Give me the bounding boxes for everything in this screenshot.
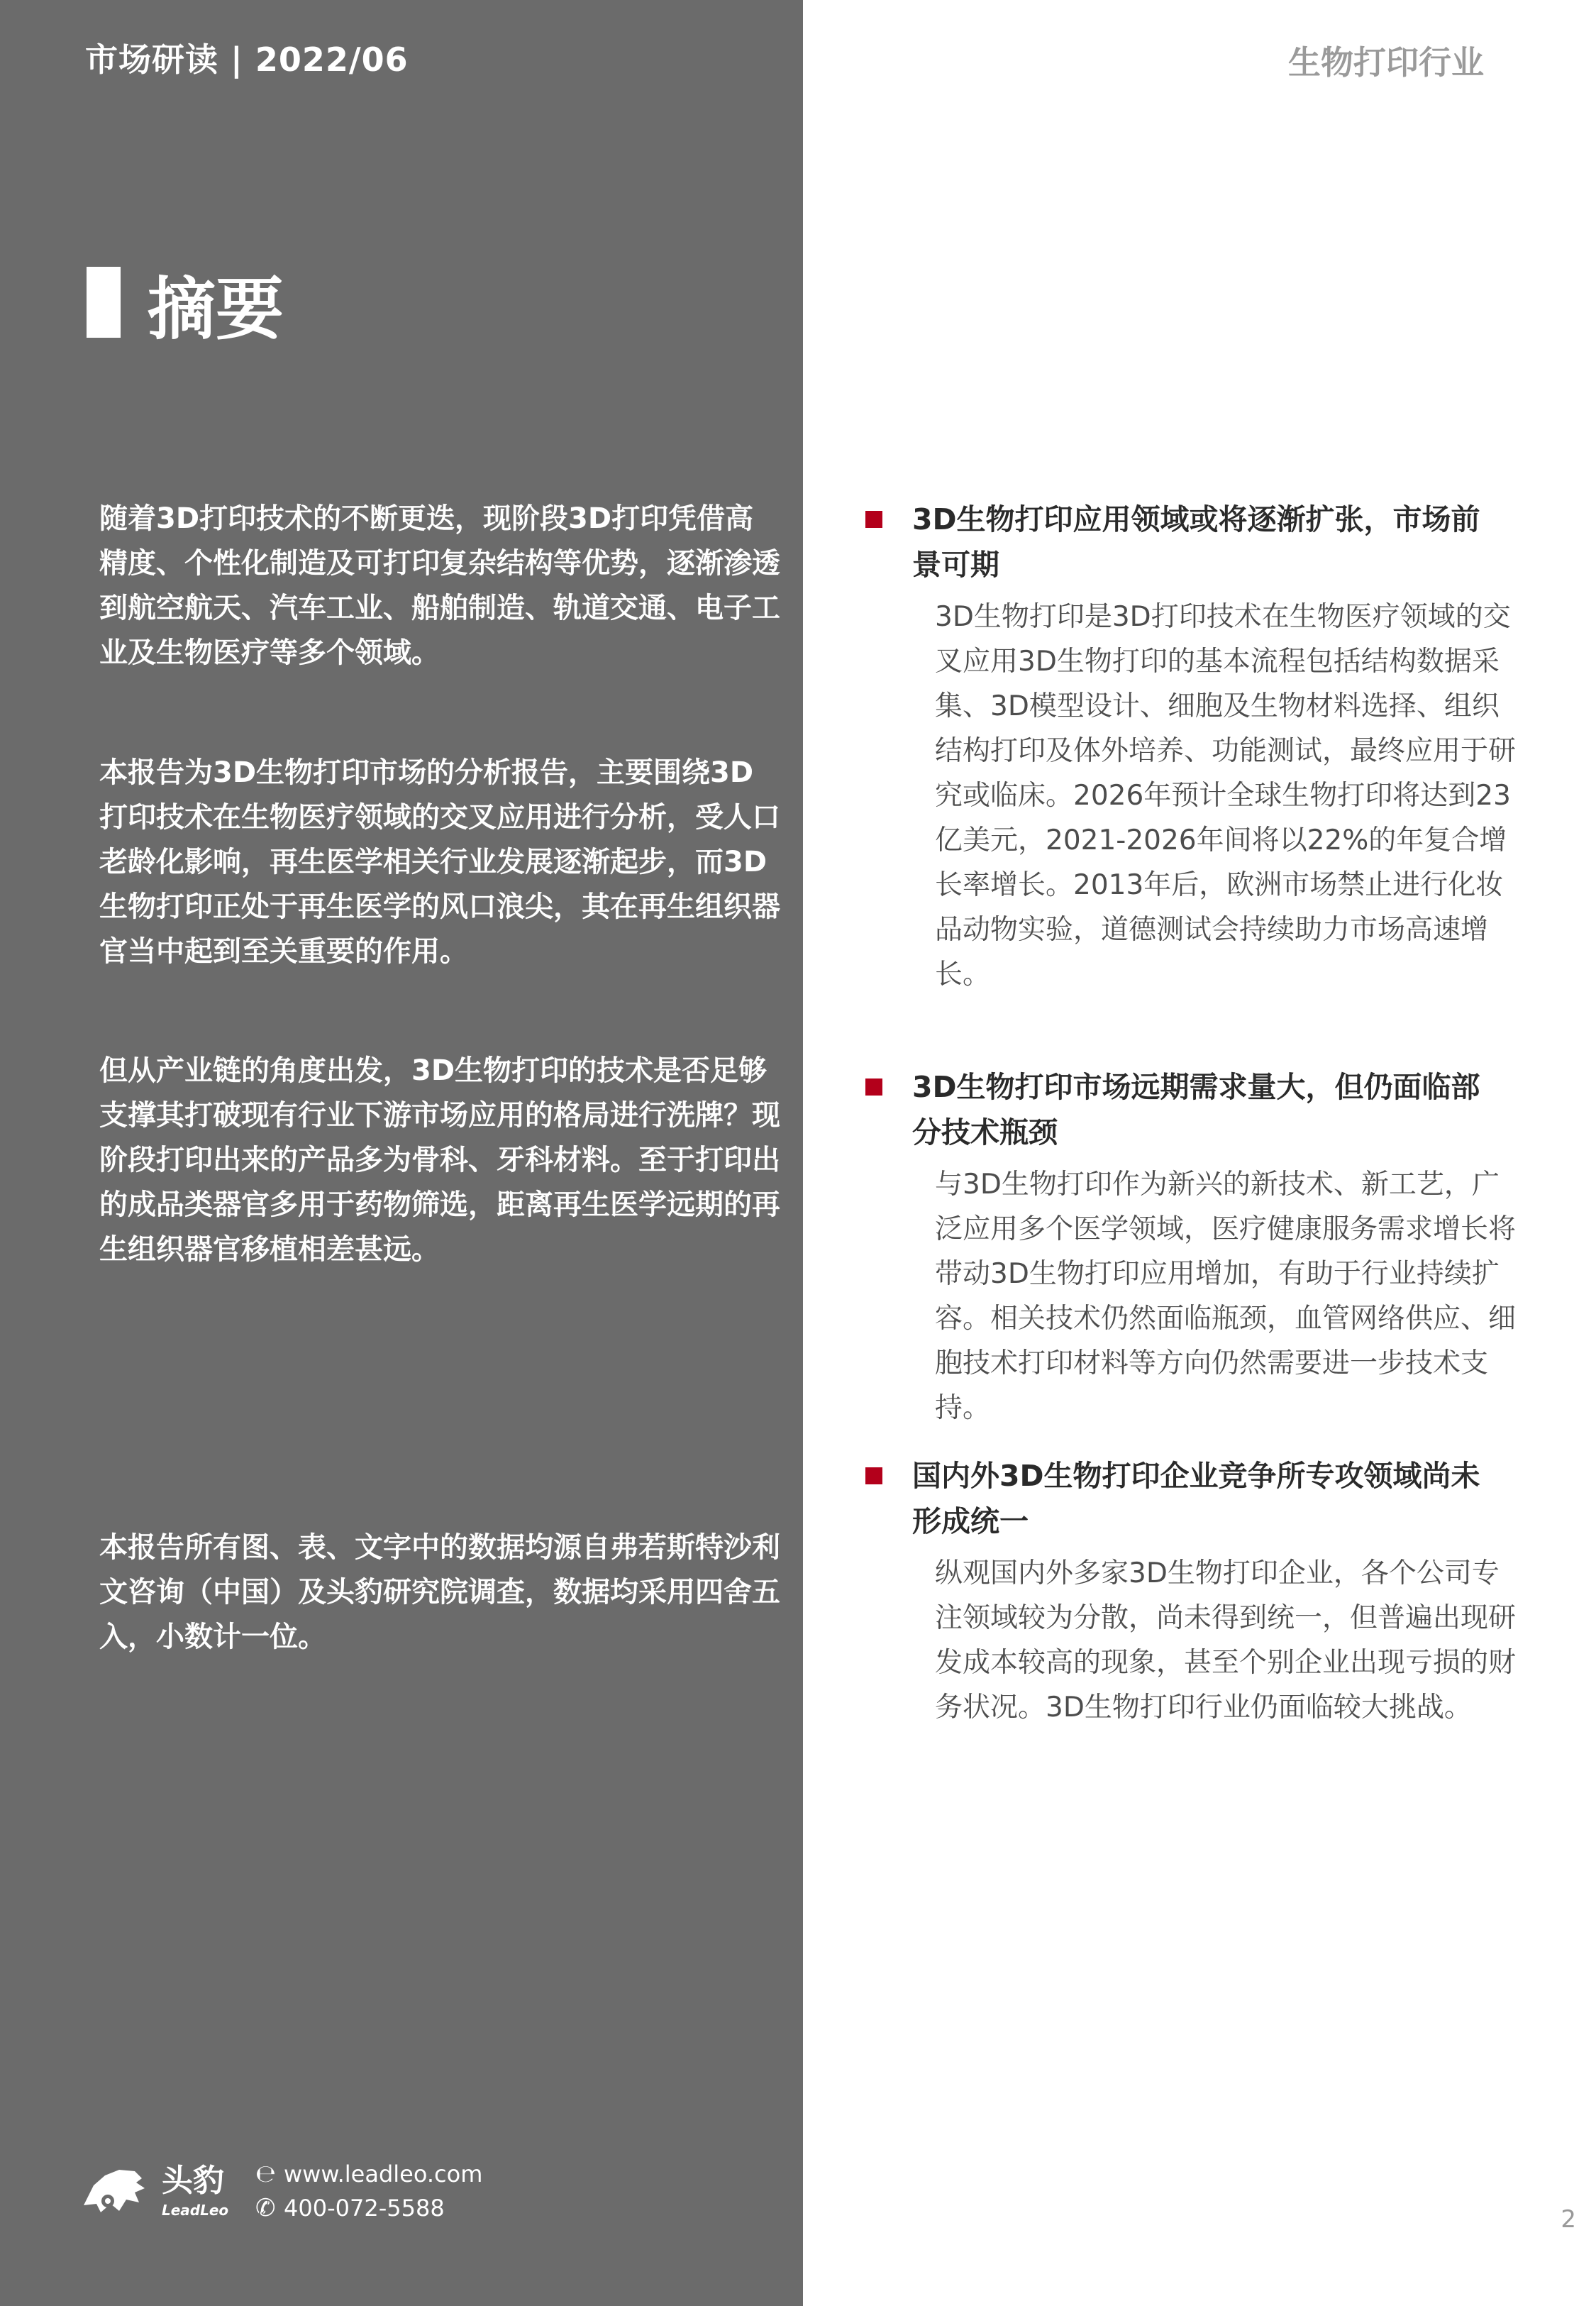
section-heading [865,1064,1504,1155]
page-number: 2 [1561,2205,1576,2234]
bullet-square-icon [865,511,882,528]
section-body: 3D生物打印是3D打印技术在生物医疗领域的交叉应用3D生物打印的基本流程包括结构数据采集、3D模型设计、细胞及生物材料选择、组织结构打印及体外培养、功能测试，最终应用于研究或临床。2026年预计全球生物打印将达到23亿美元，2021-2026年间将以22%的年复合增长率增长。2013年后，欧洲市场禁止进行化妆品动物实验，道德测试会持续助力市场高速增长。 [935,601,1517,991]
section-heading-text: 国内外3D生物打印企业竞争所专攻领域尚未形成统一 [912,1459,1480,1538]
e-browser-icon: ℮ [255,2160,277,2188]
title-marker [87,267,121,338]
industry-label: 生物打印行业 [1288,43,1484,82]
svg-text:头豹: 头豹 [162,2163,224,2199]
section-3 [865,1453,1517,1730]
summary-paragraph-3: 但从产业链的角度出发，3D生物打印的技术是否足够支撑其打破现有行业下游市场应用的格局进行洗牌？现阶段打印出来的产品多为骨科、牙科材料。至于打印出的成品类器官多用于药物筛选，距离再生医学远期的再生组织器官移植相差甚远。 [99,1054,780,1266]
bullet-square-icon [865,1078,882,1096]
bullet-square-icon [865,1467,882,1484]
summary-paragraph-1: 随着3D打印技术的不断更迭，现阶段3D打印凭借高精度、个性化制造及可打印复杂结构等优势，逐渐渗透到航空航天、汽车工业、船舶制造、轨道交通、电子工业及生物医疗等多个领域。 [99,502,780,669]
section-body: 纵观国内外多家3D生物打印企业，各个公司专注领域较为分散，尚未得到统一，但普遍出现研发成本较高的现象，甚至个别企业出现亏损的财务状况。3D生物打印行业仍面临较大挑战。 [935,1557,1517,1723]
website-link[interactable]: www.leadleo.com [284,2161,483,2188]
section-body: 与3D生物打印作为新兴的新技术、新工艺，广泛应用多个医学领域，医疗健康服务需求增长将带动3D生物打印应用增加，有助于行业持续扩容。相关技术仍然面临瓶颈，血管网络供应、细胞技术打印材料等方向仍然需要进一步技术支持。 [935,1169,1517,1424]
report-type-date: 市场研读 | 2022/06 [85,40,409,79]
section-2 [865,1064,1517,1430]
svg-text:LeadLeo: LeadLeo [162,2202,229,2219]
section-1 [865,497,1517,997]
page-title: 摘要 [148,270,284,349]
section-heading [865,1453,1504,1544]
phone-icon: ✆ [255,2194,276,2222]
leadleo-logo [79,2154,243,2228]
section-heading-text: 3D生物打印市场远期需求量大，但仍面临部分技术瓶颈 [912,1070,1480,1149]
summary-paragraph-2: 本报告为3D生物打印市场的分析报告，主要围绕3D打印技术在生物医疗领域的交叉应用进行分析，受人口老龄化影响，再生医学相关行业发展逐渐起步，而3D生物打印正处于再生医学的风口浪尖，其在再生组织器官当中起到至关重要的作用。 [99,756,780,968]
section-heading-text: 3D生物打印应用领域或将逐渐扩张，市场前景可期 [912,502,1480,582]
phone-number: 400-072-5588 [284,2195,445,2222]
footer-contact [255,2157,482,2225]
data-source-note: 本报告所有图、表、文字中的数据均源自弗若斯特沙利文咨询（中国）及头豹研究院调查，数据均采用四舍五入，小数计一位。 [99,1531,780,1653]
section-heading [865,497,1504,587]
